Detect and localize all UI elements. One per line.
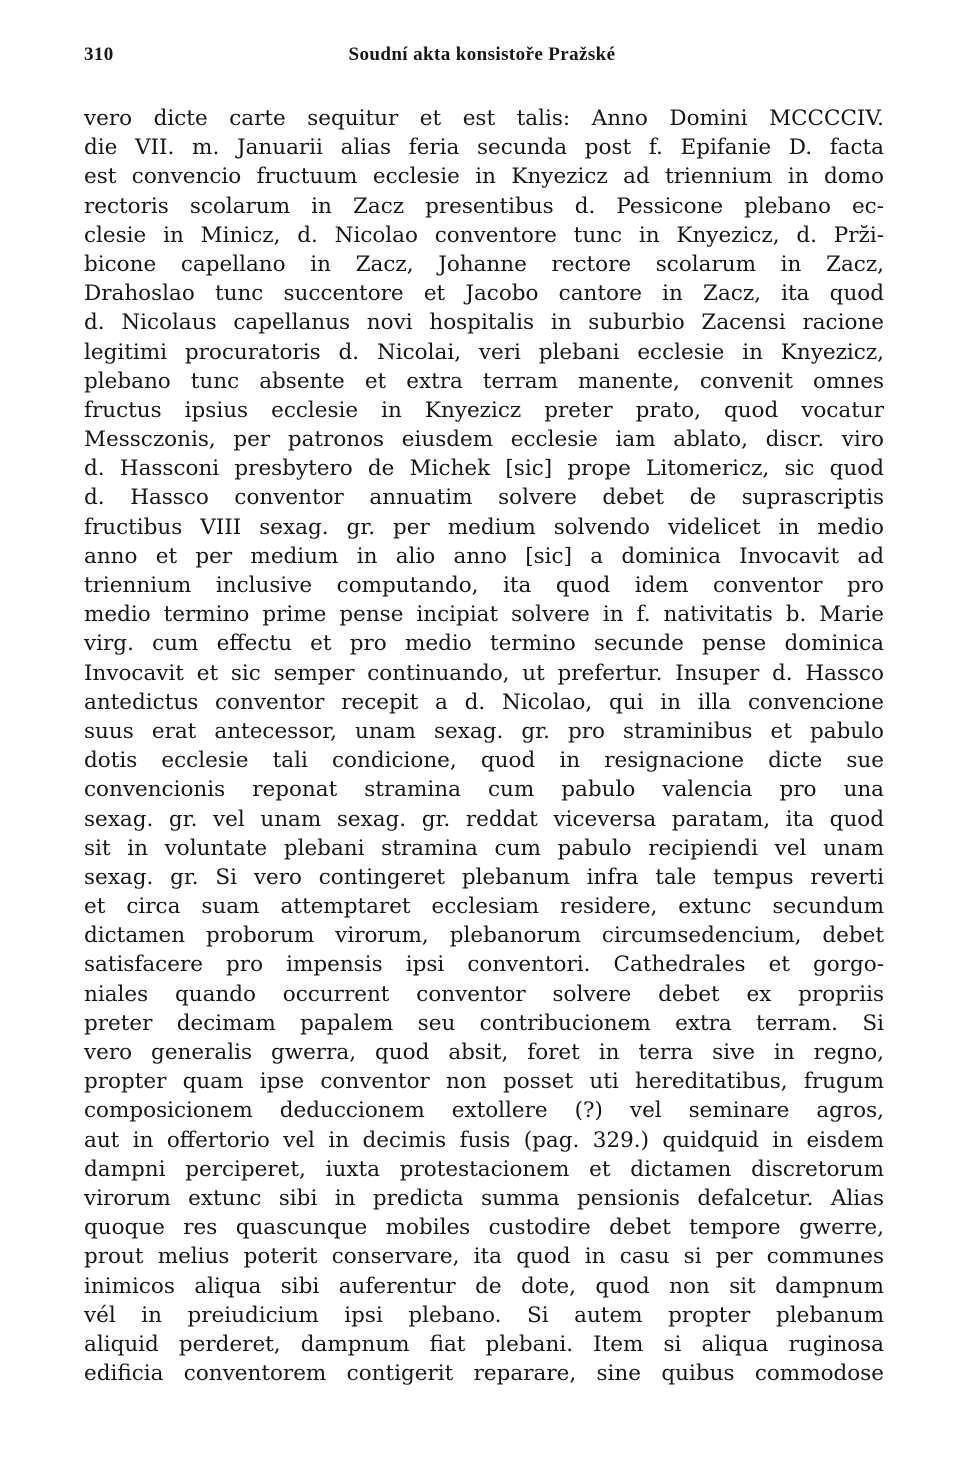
text-line: Messczonis, per patronos eiusdem ecclesie iam ablato, discr. viro [84, 427, 884, 453]
text-line: propter quam ipse conventor non posset uti hereditatibus, frugum [84, 1069, 884, 1095]
text-line: dampni perciperet, iuxta protestacionem et dictamen discretorum [84, 1156, 884, 1182]
page-number: 310 [84, 44, 114, 65]
text-line: fructus ipsius ecclesie in Knyezicz preter prato, quod vocatur [84, 397, 884, 423]
text-line: legitimi procuratoris d. Nicolai, veri plebani ecclesie in Knyezicz, [84, 339, 884, 365]
text-line: dotis ecclesie tali condicione, quod in resignacione dicte sue [84, 748, 884, 774]
text-line: aliquid perderet, dampnum fiat plebani. Item si aliqua ruginosa [84, 1331, 884, 1357]
text-line: vero dicte carte sequitur et est talis: Anno Domini MCCCCIV. [84, 106, 884, 131]
text-line: d. Hassconi presbytero de Michek [sic] prope Litomericz, sic quod [84, 456, 884, 482]
running-head [84, 44, 880, 70]
text-line: dictamen proborum virorum, plebanorum circumsedencium, debet [84, 923, 884, 949]
text-line: die VII. m. Januarii alias feria secunda post f. Epifanie D. facta [84, 135, 884, 161]
text-line: rectoris scolarum in Zacz presentibus d. Pessicone plebano ec- [84, 193, 884, 219]
text-line: sit in voluntate plebani stramina cum pabulo recipiendi vel unam [84, 835, 884, 861]
text-line: bicone capellano in Zacz, Johanne rectore scolarum in Zacz, [84, 251, 884, 277]
text-line: sexag. gr. vel unam sexag. gr. reddat viceversa paratam, ita quod [84, 806, 884, 832]
text-line: medio termino prime pense incipiat solvere in f. nativitatis b. Marie [84, 602, 884, 628]
text-line: clesie in Minicz, d. Nicolao conventore tunc in Knyezicz, d. Prz̆i- [84, 222, 884, 248]
text-line: quoque res quascunque mobiles custodire debet tempore gwerre, [84, 1215, 884, 1241]
text-line: preter decimam papalem seu contribucionem extra terram. Si [84, 1010, 884, 1036]
text-line: suus erat antecessor, unam sexag. gr. pro straminibus et pabulo [84, 718, 884, 744]
text-line: inimicos aliqua sibi auferentur de dote, quod non sit dampnum [84, 1273, 884, 1299]
text-line: fructibus VIII sexag. gr. per medium solvendo videlicet in medio [84, 514, 884, 540]
text-line: vél in preiudicium ipsi plebano. Si autem propter plebanum [84, 1302, 884, 1328]
text-line: Drahoslao tunc succentore et Jacobo cantore in Zacz, ita quod [84, 281, 884, 307]
body-text [84, 104, 884, 1388]
text-line: prout melius poterit conservare, ita quod in casu si per communes [84, 1244, 884, 1270]
text-line: niales quando occurrent conventor solvere debet ex propriis [84, 981, 884, 1007]
text-line: aut in offertorio vel in decimis fusis (pag. 329.) quidquid in eisdem [84, 1127, 884, 1153]
text-line: triennium inclusive computando, ita quod idem conventor pro [84, 573, 884, 598]
text-line: anno et per medium in alio anno [sic] a dominica Invocavit ad [84, 543, 884, 569]
text-line: antedictus conventor recepit a d. Nicolao, qui in illa convencione [84, 689, 884, 715]
running-title: Soudní akta konsistoře Pražské [348, 44, 616, 65]
text-line: edificia conventorem contigerit reparare, sine quibus commodose [84, 1361, 884, 1387]
text-line: virg. cum effectu et pro medio termino secunde pense dominica [84, 631, 884, 657]
text-line: Invocavit et sic semper continuando, ut prefertur. Insuper d. Hassco [84, 660, 884, 686]
text-line: vero generalis gwerra, quod absit, foret in terra sive in regno, [84, 1040, 884, 1065]
text-line: plebano tunc absente et extra terram manente, convenit omnes [84, 368, 884, 394]
text-line: satisfacere pro impensis ipsi conventori. Cathedrales et gorgo- [84, 952, 884, 978]
text-line: est convencio fructuum ecclesie in Knyezicz ad triennium in domo [84, 164, 884, 190]
text-line: et circa suam attemptaret ecclesiam residere, extunc secundum [84, 894, 884, 920]
text-line: convencionis reponat stramina cum pabulo valencia pro una [84, 777, 884, 803]
text-line: composicionem deduccionem extollere (?) vel seminare agros, [84, 1098, 884, 1124]
text-line: d. Nicolaus capellanus novi hospitalis in suburbio Zacensi racione [84, 310, 884, 336]
text-line: sexag. gr. Si vero contingeret plebanum infra tale tempus reverti [84, 864, 884, 890]
text-line: virorum extunc sibi in predicta summa pensionis defalcetur. Alias [84, 1185, 884, 1211]
text-line: d. Hassco conventor annuatim solvere debet de suprascriptis [84, 485, 884, 511]
